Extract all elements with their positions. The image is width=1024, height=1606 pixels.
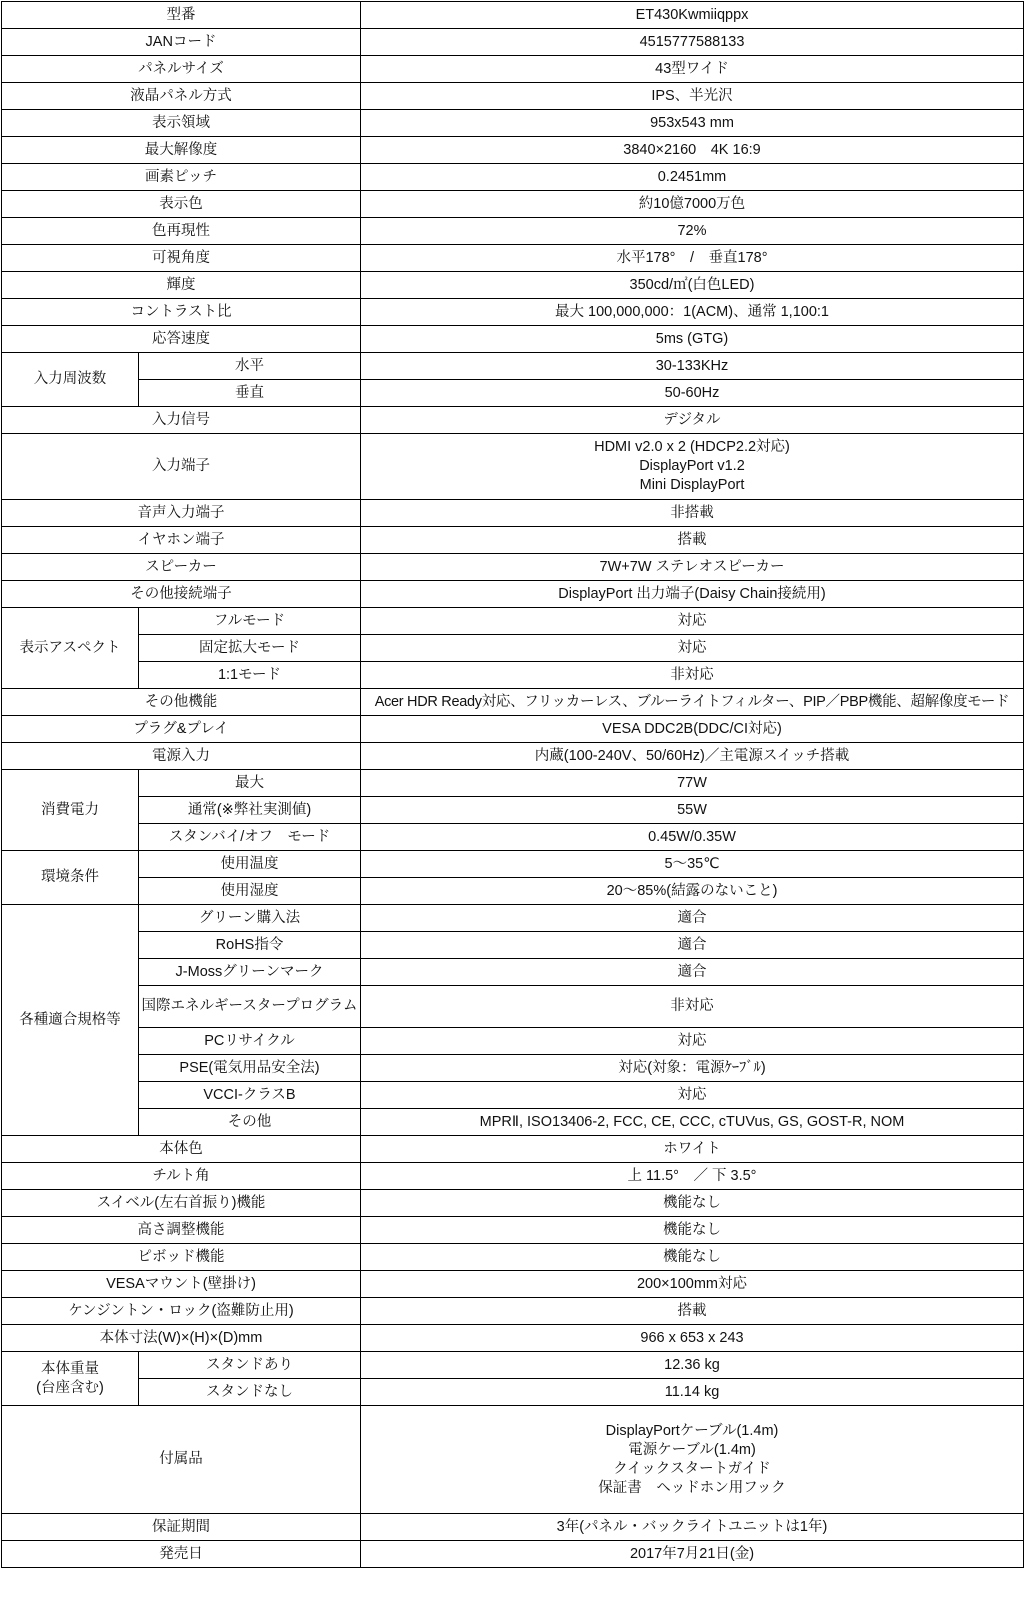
value-compliance-other: MPRⅡ, ISO13406-2, FCC, CE, CCC, cTUVus, GS, GOST-R, NOM — [361, 1109, 1024, 1136]
label-contrast: コントラスト比 — [2, 299, 361, 326]
label-viewing-angle: 可視角度 — [2, 245, 361, 272]
row-compliance-energystar — [2, 986, 1024, 1028]
sublabel-compliance-other: その他 — [139, 1109, 361, 1136]
row-pixel-pitch — [2, 164, 1024, 191]
row-swivel — [2, 1190, 1024, 1217]
row-input-ports — [2, 434, 1024, 500]
label-vesa: VESAマウント(壁掛け) — [2, 1271, 361, 1298]
sublabel-env-temperature: 使用温度 — [139, 851, 361, 878]
row-compliance-vcci — [2, 1082, 1024, 1109]
row-compliance-jmoss — [2, 959, 1024, 986]
sublabel-compliance-pse: PSE(電気用品安全法) — [139, 1055, 361, 1082]
value-input-signal: デジタル — [361, 407, 1024, 434]
row-color-gamut — [2, 218, 1024, 245]
row-compliance-other — [2, 1109, 1024, 1136]
row-vesa — [2, 1271, 1024, 1298]
value-panel-size: 43型ワイド — [361, 56, 1024, 83]
value-input-frequency-v: 50-60Hz — [361, 380, 1024, 407]
row-aspect-fixed — [2, 635, 1024, 662]
label-weight-line2: (台座含む) — [36, 1379, 104, 1396]
value-dimensions: 966 x 653 x 243 — [361, 1325, 1024, 1352]
value-weight-with-stand: 12.36 kg — [361, 1352, 1024, 1379]
label-pixel-pitch: 画素ピッチ — [2, 164, 361, 191]
label-display-area: 表示領域 — [2, 110, 361, 137]
row-input-frequency-v — [2, 380, 1024, 407]
value-aspect-fixed: 対応 — [361, 635, 1024, 662]
sublabel-compliance-jmoss: J-Mossグリーンマーク — [139, 959, 361, 986]
value-vesa: 200×100mm対応 — [361, 1271, 1024, 1298]
row-contrast — [2, 299, 1024, 326]
row-power-standby — [2, 824, 1024, 851]
sublabel-compliance-vcci: VCCI-クラスB — [139, 1082, 361, 1109]
label-response-time: 応答速度 — [2, 326, 361, 353]
value-tilt: 上 11.5° ／ 下 3.5° — [361, 1163, 1024, 1190]
label-lcd-type: 液晶パネル方式 — [2, 83, 361, 110]
value-response-time: 5ms (GTG) — [361, 326, 1024, 353]
row-kensington — [2, 1298, 1024, 1325]
sublabel-compliance-energystar: 国際エネルギースタープログラム — [139, 986, 361, 1028]
value-compliance-pc-recycle: 対応 — [361, 1028, 1024, 1055]
value-audio-input: 非搭載 — [361, 500, 1024, 527]
label-environment: 環境条件 — [2, 851, 139, 905]
row-viewing-angle — [2, 245, 1024, 272]
value-model: ET430Kwmiiqppx — [361, 2, 1024, 29]
row-audio-input — [2, 500, 1024, 527]
value-accessories — [361, 1406, 1024, 1514]
row-input-signal — [2, 407, 1024, 434]
value-compliance-pse: 対応(対象：電源ｹｰﾌﾞﾙ) — [361, 1055, 1024, 1082]
label-color-gamut: 色再現性 — [2, 218, 361, 245]
row-env-temperature — [2, 851, 1024, 878]
value-power-standby: 0.45W/0.35W — [361, 824, 1024, 851]
value-release-date: 2017年7月21日(金) — [361, 1541, 1024, 1568]
value-env-temperature: 5～35℃ — [361, 851, 1024, 878]
value-plug-play: VESA DDC2B(DDC/CI対応) — [361, 716, 1024, 743]
value-pixel-pitch: 0.2451mm — [361, 164, 1024, 191]
value-color-gamut: 72% — [361, 218, 1024, 245]
row-release-date — [2, 1541, 1024, 1568]
label-release-date: 発売日 — [2, 1541, 361, 1568]
input-port-line: HDMI v2.0 x 2 (HDCP2.2対応) — [594, 439, 790, 455]
label-max-resolution: 最大解像度 — [2, 137, 361, 164]
row-warranty — [2, 1514, 1024, 1541]
sublabel-aspect-1to1: 1:1モード — [139, 662, 361, 689]
input-port-line: Mini DisplayPort — [639, 477, 745, 493]
label-audio-input: 音声入力端子 — [2, 500, 361, 527]
label-accessories: 付属品 — [2, 1406, 361, 1514]
label-other-ports: その他接続端子 — [2, 581, 361, 608]
row-other-ports — [2, 581, 1024, 608]
row-aspect-1to1 — [2, 662, 1024, 689]
row-power-typical — [2, 797, 1024, 824]
value-compliance-jmoss: 適合 — [361, 959, 1024, 986]
input-port-line: DisplayPort v1.2 — [639, 458, 745, 474]
row-model — [2, 2, 1024, 29]
value-swivel: 機能なし — [361, 1190, 1024, 1217]
value-lcd-type: IPS、半光沢 — [361, 83, 1024, 110]
accessory-line: DisplayPortケーブル(1.4m) — [605, 1422, 779, 1439]
row-power-max — [2, 770, 1024, 797]
sublabel-power-max: 最大 — [139, 770, 361, 797]
label-model: 型番 — [2, 2, 361, 29]
row-compliance-green — [2, 905, 1024, 932]
row-headphone — [2, 527, 1024, 554]
sublabel-power-typical: 通常(※弊社実測値) — [139, 797, 361, 824]
label-headphone: イヤホン端子 — [2, 527, 361, 554]
sublabel-compliance-pc-recycle: PCリサイクル — [139, 1028, 361, 1055]
row-aspect-full — [2, 608, 1024, 635]
label-pivot: ピボッド機能 — [2, 1244, 361, 1271]
value-input-frequency-h: 30-133KHz — [361, 353, 1024, 380]
row-compliance-pc-recycle — [2, 1028, 1024, 1055]
row-accessories — [2, 1406, 1024, 1514]
value-compliance-vcci: 対応 — [361, 1082, 1024, 1109]
value-display-area: 953x543 mm — [361, 110, 1024, 137]
label-power-consumption: 消費電力 — [2, 770, 139, 851]
label-plug-play: プラグ&プレイ — [2, 716, 361, 743]
row-power-input — [2, 743, 1024, 770]
label-power-input: 電源入力 — [2, 743, 361, 770]
value-power-max: 77W — [361, 770, 1024, 797]
row-dimensions — [2, 1325, 1024, 1352]
label-height-adjust: 高さ調整機能 — [2, 1217, 361, 1244]
label-weight-line1: 本体重量 — [41, 1360, 99, 1377]
sublabel-weight-without-stand: スタンドなし — [139, 1379, 361, 1406]
row-input-frequency-h — [2, 353, 1024, 380]
row-pivot — [2, 1244, 1024, 1271]
label-dimensions: 本体寸法(W)×(H)×(D)mm — [2, 1325, 361, 1352]
value-jan: 4515777588133 — [361, 29, 1024, 56]
row-max-resolution — [2, 137, 1024, 164]
value-speaker: 7W+7W ステレオスピーカー — [361, 554, 1024, 581]
value-pivot: 機能なし — [361, 1244, 1024, 1271]
row-speaker — [2, 554, 1024, 581]
value-other-ports: DisplayPort 出力端子(Daisy Chain接続用) — [361, 581, 1024, 608]
value-compliance-energystar: 非対応 — [361, 986, 1024, 1028]
accessory-line: 保証書 ヘッドホン用フック — [598, 1479, 786, 1496]
value-height-adjust: 機能なし — [361, 1217, 1024, 1244]
value-weight-without-stand: 11.14 kg — [361, 1379, 1024, 1406]
row-display-colors — [2, 191, 1024, 218]
row-plug-play — [2, 716, 1024, 743]
row-response-time — [2, 326, 1024, 353]
sublabel-input-frequency-v: 垂直 — [139, 380, 361, 407]
value-input-ports — [361, 434, 1024, 500]
value-headphone: 搭載 — [361, 527, 1024, 554]
value-viewing-angle: 水平178° / 垂直178° — [361, 245, 1024, 272]
value-aspect-full: 対応 — [361, 608, 1024, 635]
spec-table — [1, 1, 1024, 1568]
value-brightness: 350cd/㎡(白色LED) — [361, 272, 1024, 299]
sublabel-input-frequency-h: 水平 — [139, 353, 361, 380]
value-max-resolution: 3840×2160 4K 16:9 — [361, 137, 1024, 164]
row-weight-with-stand — [2, 1352, 1024, 1379]
value-power-typical: 55W — [361, 797, 1024, 824]
label-swivel: スイベル(左右首振り)機能 — [2, 1190, 361, 1217]
value-compliance-rohs: 適合 — [361, 932, 1024, 959]
label-input-frequency: 入力周波数 — [2, 353, 139, 407]
accessory-line: 電源ケーブル(1.4m) — [628, 1441, 756, 1458]
value-contrast: 最大 100,000,000：1(ACM)、通常 1,100:1 — [361, 299, 1024, 326]
row-other-features — [2, 689, 1024, 716]
row-tilt — [2, 1163, 1024, 1190]
row-panel-size — [2, 56, 1024, 83]
value-aspect-1to1: 非対応 — [361, 662, 1024, 689]
row-brightness — [2, 272, 1024, 299]
label-panel-size: パネルサイズ — [2, 56, 361, 83]
label-weight — [2, 1352, 139, 1406]
row-height-adjust — [2, 1217, 1024, 1244]
label-aspect: 表示アスペクト — [2, 608, 139, 689]
label-input-signal: 入力信号 — [2, 407, 361, 434]
sublabel-compliance-green: グリーン購入法 — [139, 905, 361, 932]
sublabel-weight-with-stand: スタンドあり — [139, 1352, 361, 1379]
sublabel-power-standby: スタンバイ/オフ モード — [139, 824, 361, 851]
row-lcd-type — [2, 83, 1024, 110]
label-jan: JANコード — [2, 29, 361, 56]
value-display-colors: 約10億7000万色 — [361, 191, 1024, 218]
accessory-line: クイックスタートガイド — [613, 1460, 771, 1477]
value-warranty: 3年(パネル・バックライトユニットは1年) — [361, 1514, 1024, 1541]
label-warranty: 保証期間 — [2, 1514, 361, 1541]
row-jan — [2, 29, 1024, 56]
sublabel-aspect-full: フルモード — [139, 608, 361, 635]
label-body-color: 本体色 — [2, 1136, 361, 1163]
row-body-color — [2, 1136, 1024, 1163]
label-speaker: スピーカー — [2, 554, 361, 581]
value-kensington: 搭載 — [361, 1298, 1024, 1325]
sublabel-aspect-fixed: 固定拡大モード — [139, 635, 361, 662]
value-other-features: Acer HDR Ready対応、フリッカーレス、ブルーライトフィルター、PIP／PBP機能、超解像度モード — [361, 689, 1024, 716]
label-display-colors: 表示色 — [2, 191, 361, 218]
label-compliance: 各種適合規格等 — [2, 905, 139, 1136]
sublabel-env-humidity: 使用湿度 — [139, 878, 361, 905]
value-compliance-green: 適合 — [361, 905, 1024, 932]
label-tilt: チルト角 — [2, 1163, 361, 1190]
label-brightness: 輝度 — [2, 272, 361, 299]
label-input-ports: 入力端子 — [2, 434, 361, 500]
label-other-features: その他機能 — [2, 689, 361, 716]
row-display-area — [2, 110, 1024, 137]
row-compliance-rohs — [2, 932, 1024, 959]
value-body-color: ホワイト — [361, 1136, 1024, 1163]
value-env-humidity: 20～85%(結露のないこと) — [361, 878, 1024, 905]
label-kensington: ケンジントン・ロック(盗難防止用) — [2, 1298, 361, 1325]
sublabel-compliance-rohs: RoHS指令 — [139, 932, 361, 959]
row-compliance-pse — [2, 1055, 1024, 1082]
value-power-input: 内蔵(100-240V、50/60Hz)／主電源スイッチ搭載 — [361, 743, 1024, 770]
row-env-humidity — [2, 878, 1024, 905]
row-weight-without-stand — [2, 1379, 1024, 1406]
